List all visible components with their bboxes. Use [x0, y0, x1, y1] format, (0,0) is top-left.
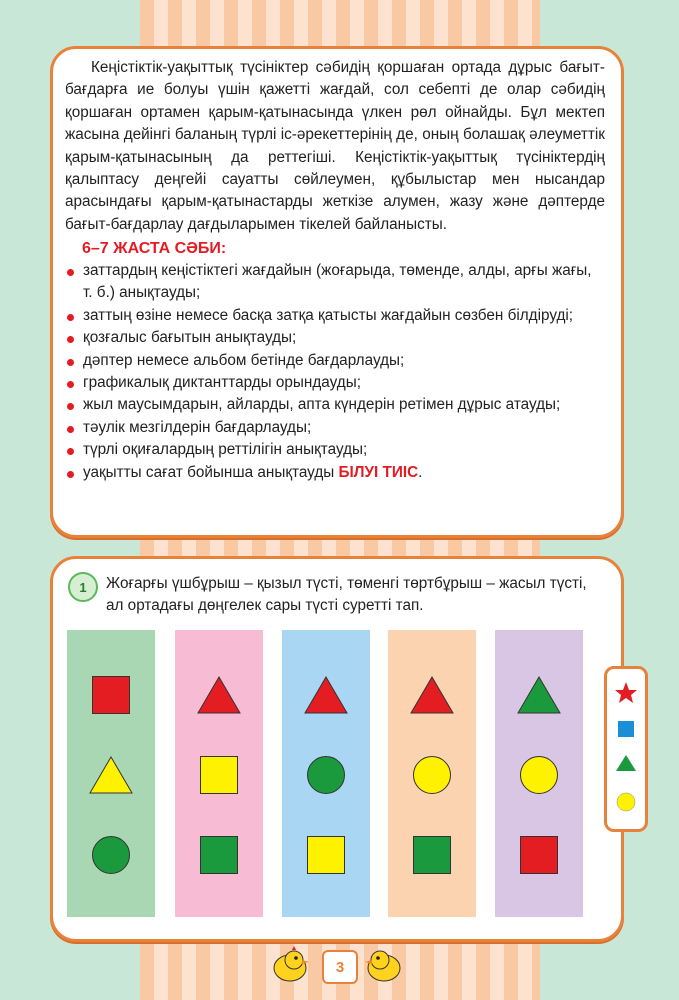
- skills-list: [65, 260, 605, 484]
- must-know-end: .: [418, 463, 423, 481]
- list-item: заттың өзіне немесе басқа затқа қатысты жағдайын сөзбен білдіруді;: [65, 305, 605, 327]
- list-item: заттардың кеңістіктегі жағдайын (жоғарыда, төменде, алды, арғы жағы, т. б.) анықтауды;: [65, 260, 605, 305]
- circle-shape: [413, 756, 451, 794]
- square-shape: [520, 836, 558, 874]
- square-shape: [413, 836, 451, 874]
- square-shape: [200, 756, 238, 794]
- square-shape: [92, 676, 130, 714]
- triangle-shape: [516, 675, 562, 715]
- blue-square-icon: [618, 721, 634, 737]
- triangle-shape: [409, 675, 455, 715]
- list-item: қозғалыс бағытын анықтауды;: [65, 327, 605, 349]
- shape-column-4[interactable]: [388, 630, 476, 917]
- list-item-text: уақытты сағат бойынша анықтауды: [83, 463, 335, 481]
- square-shape: [307, 836, 345, 874]
- triangle-shape: [88, 755, 134, 795]
- shape-column-5[interactable]: [495, 630, 583, 917]
- triangle-shape: [303, 675, 349, 715]
- task-number-badge: 1: [68, 572, 98, 602]
- shape-column-2[interactable]: [175, 630, 263, 917]
- must-know-label: БІЛУІ ТИІС: [338, 463, 419, 481]
- page-number: 3: [322, 950, 358, 984]
- list-item-last: [65, 462, 605, 484]
- circle-shape: [520, 756, 558, 794]
- yellow-circle-icon: [617, 793, 635, 811]
- age-heading: 6–7 ЖАСТА СӘБИ:: [82, 240, 227, 257]
- red-star-icon: [615, 682, 637, 703]
- intro-paragraph: Кеңістіктік-уақыттық түсініктер сәбидің қоршаған ортада дұрыс бағыт-бағдарға ие болуы үшін қажетті жағдай, сол себепті де олар сәбидің қоршаған ортамен қарым-қатынасында үлкен рөл ойнайды. Бұл мектеп жасына дейінгі баланың түрлі іс-әрекеттерінің де, оның болашақ әлеуметтік қарым-қатынасының да реттегіші. Кеңістіктік-уақыттық түсініктердің қалыптасу деңгейі сауатты сөйлеумен, құбылыстар мен нысандар арасындағы қарым-қатынастарды жеткізе алумен, жазу және дәптерде бағыт-бағдарлау дағдыларымен тікелей байланысты.: [65, 59, 605, 233]
- list-item: тәулік мезгілдерін бағдарлауды;: [65, 417, 605, 439]
- circle-shape: [307, 756, 345, 794]
- chick-right-icon: [362, 944, 406, 984]
- chick-left-icon: [268, 944, 312, 984]
- shape-column-3[interactable]: [282, 630, 370, 917]
- green-triangle-icon: [616, 755, 636, 771]
- list-item: түрлі оқиғалардың реттілігін анықтауды;: [65, 439, 605, 461]
- list-item: жыл маусымдарын, айларды, апта күндерін ретімен дұрыс атауды;: [65, 394, 605, 416]
- triangle-shape: [196, 675, 242, 715]
- square-shape: [200, 836, 238, 874]
- circle-shape: [92, 836, 130, 874]
- task-instruction: Жоғарғы үшбұрыш – қызыл түсті, төменгі төртбұрыш – жасыл түсті, ал ортадағы дөңгелек сары түсті суретті тап.: [106, 575, 587, 615]
- list-item: графикалық диктанттарды орындауды;: [65, 372, 605, 394]
- shape-column-1[interactable]: [67, 630, 155, 917]
- shape-legend: [604, 666, 648, 832]
- list-item: дәптер немесе альбом бетінде бағдарлауды;: [65, 350, 605, 372]
